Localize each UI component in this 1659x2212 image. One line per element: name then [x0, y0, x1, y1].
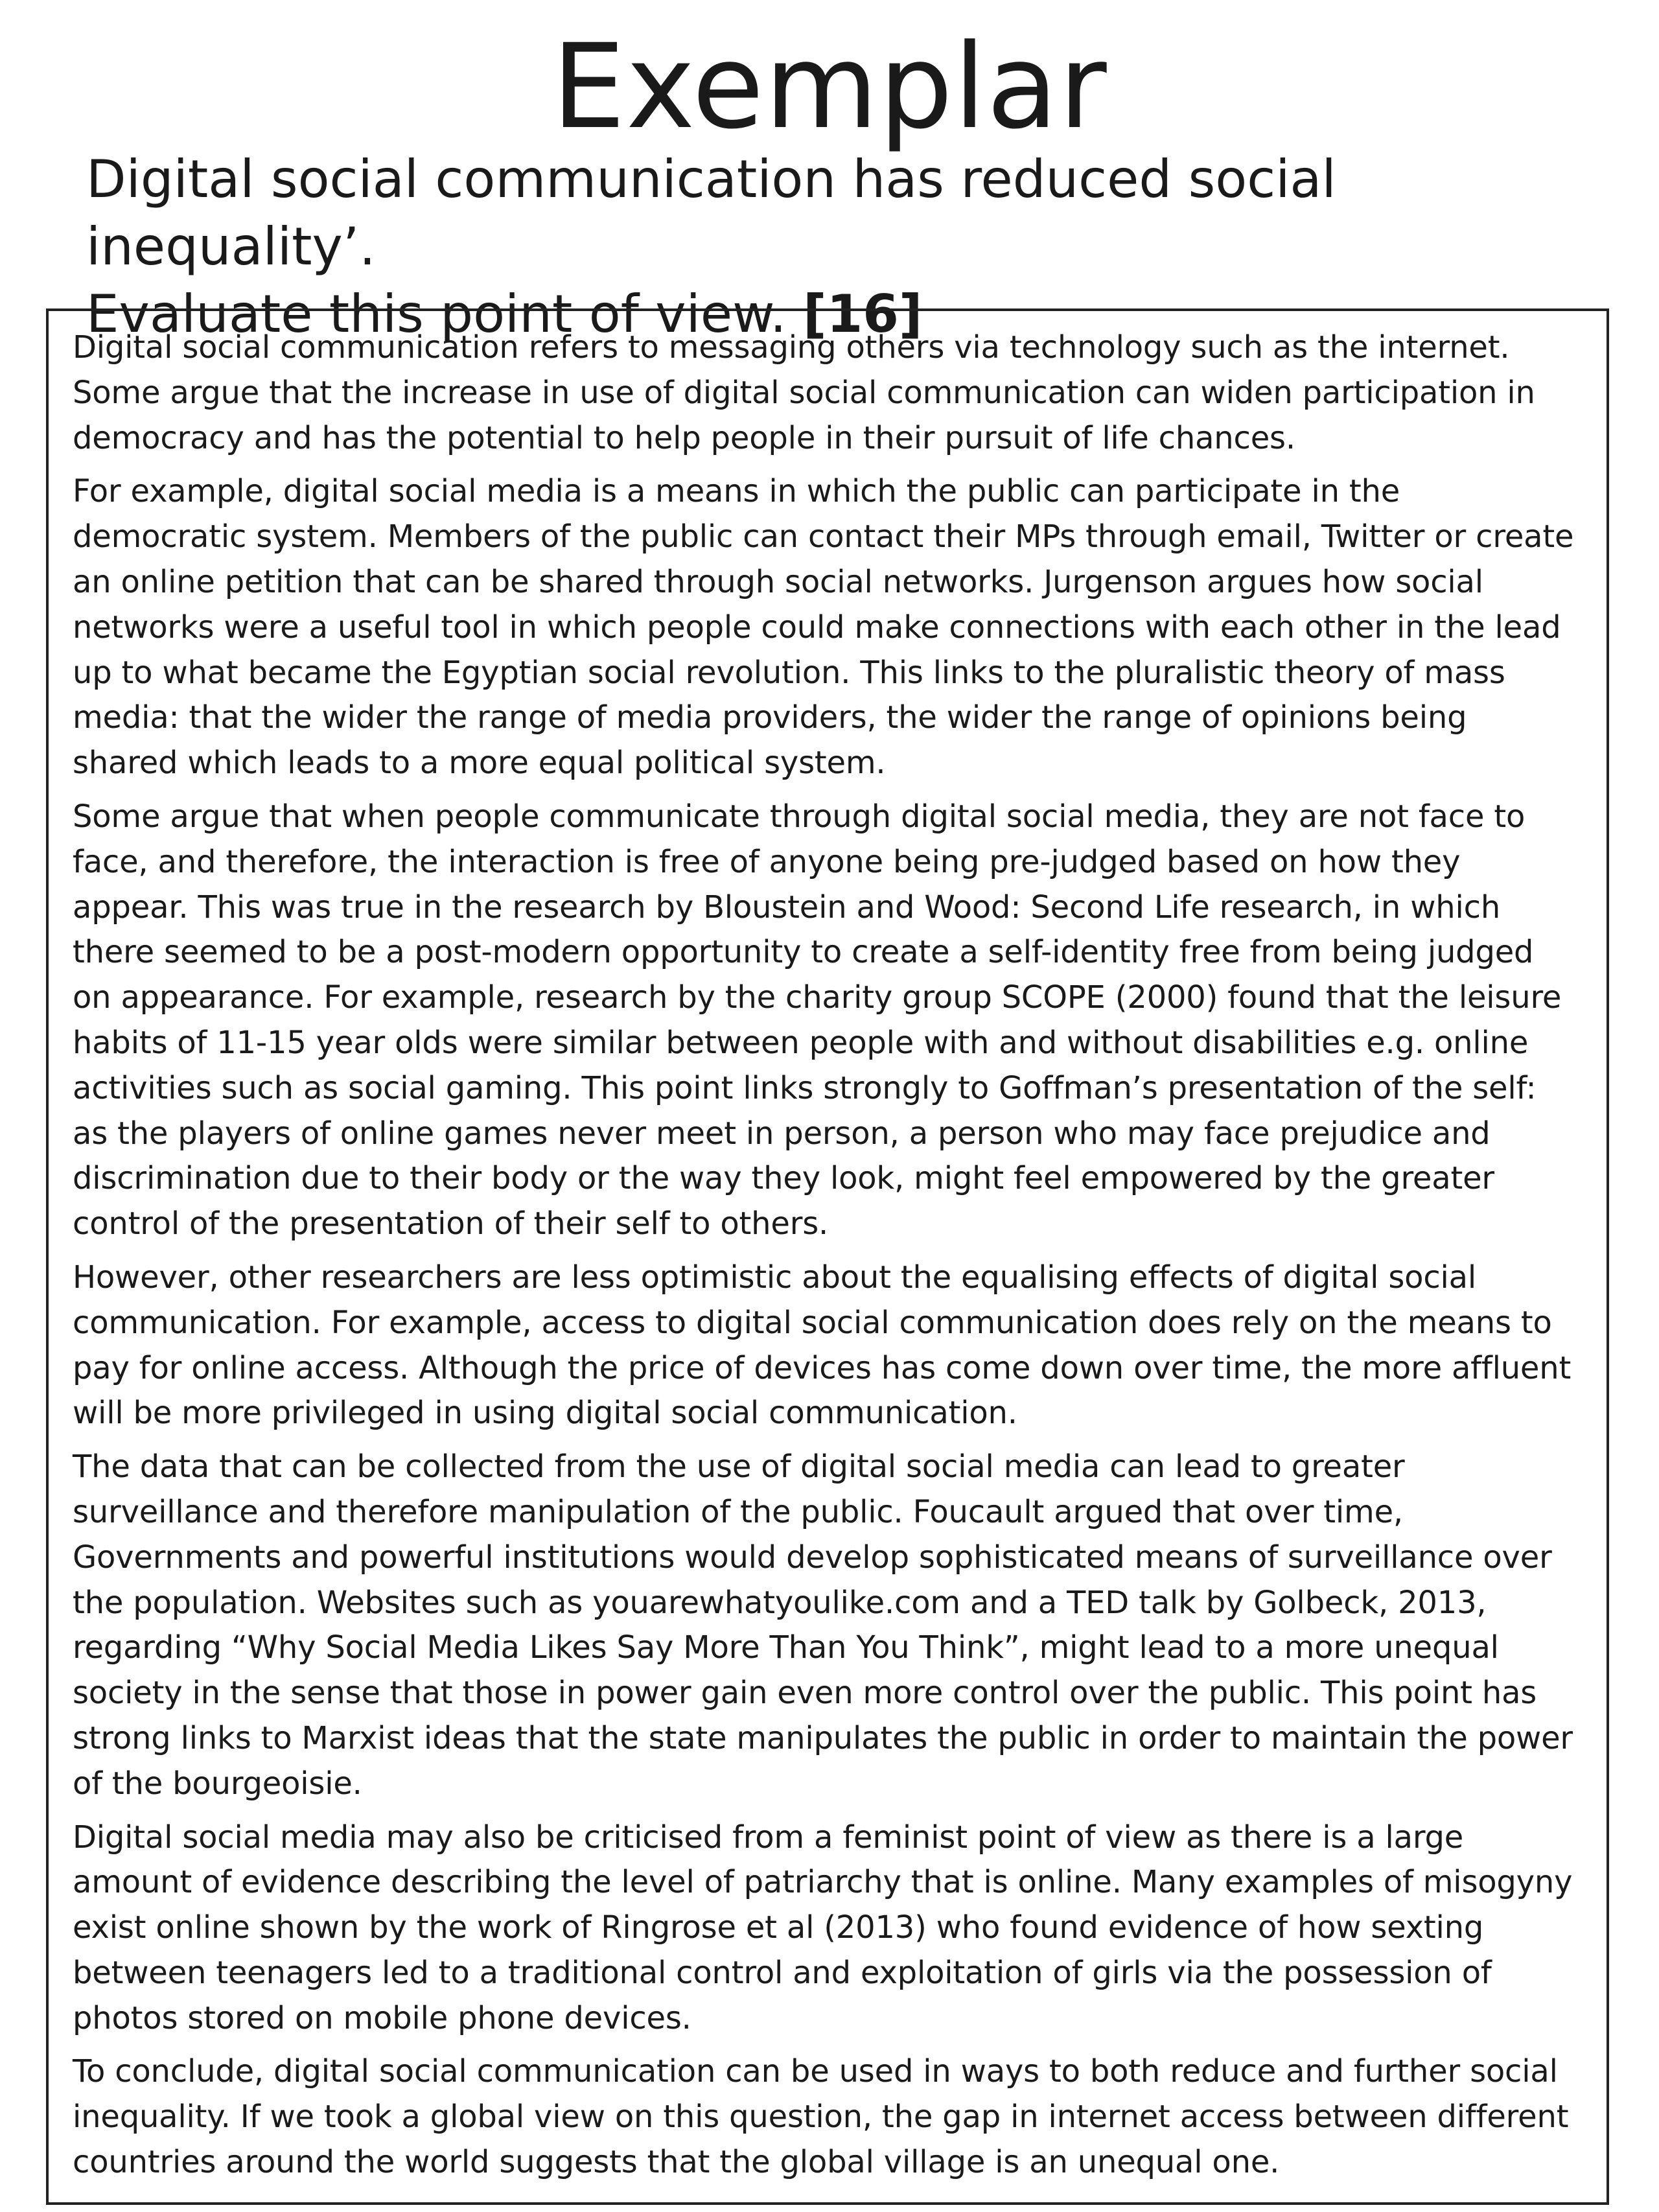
question-prompt: Evaluate this point of view. — [86, 284, 787, 344]
paragraph-introduction: Digital social communication refers to messaging others via technology such as the internet. Some argue that the increase in use of digital social communication can widen participation in democracy and has the potential to help people in their pursuit of life chances. — [73, 329, 1535, 456]
marks-label: [16] — [803, 284, 923, 344]
paragraph-feminist: Digital social media may also be criticised from a feminist point of view as there is a large amount of evidence describing the level of patriarchy that is online. Many examples of misogyny exist online shown by the work of Ringrose et al (2013) who found evidence of how sexting between teenagers led to a traditional control and exploitation of girls via the possession of photos stored on mobile phone devices. — [73, 1819, 1573, 2036]
paragraph-access: However, other researchers are less optimistic about the equalising effects of digital social communication. For example, access to digital social communication does rely on the means to pay for online access. Although the price of devices has come down over time, the more affluent will be more privileged in using digital social communication. — [73, 1259, 1572, 1432]
paragraph-democracy: For example, digital social media is a means in which the public can participate in the democratic system. Members of the public can contact their MPs through email, Twitter or create an online petition that can be shared through social networks. Jurgenson argues how social networks were a useful tool in which people could make connections with each other in the lead up to what became the Egyptian social revolution. This links to the pluralistic theory of mass media: that the wider the range of media providers, the wider the range of opinions being shared which leads to a more equal political system. — [73, 473, 1574, 782]
question-line-1: Digital social communication has reduced social inequality’. — [86, 149, 1336, 277]
page-title: Exemplar — [551, 19, 1108, 155]
paragraph-conclusion: To conclude, digital social communication can be used in ways to both reduce and further social inequality. If we took a global view on this question, the gap in internet access between different countries around the world suggests that the global village is an unequal one. — [73, 2053, 1569, 2181]
answer-box — [46, 309, 1609, 2205]
paragraph-identity: Some argue that when people communicate through digital social media, they are not face to face, and therefore, the interaction is free of anyone being pre-judged based on how they appear. This was true in the research by Bloustein and Wood: Second Life research, in which there seemed to be a post-modern opportunity to create a self-identity free from being judged on appearance. For example, research by the charity group SCOPE (2000) found that the leisure habits of 11-15 year olds were similar between people with and without disabilities e.g. online activities such as social gaming. This point links strongly to Goffman’s presentation of the self: as the players of online games never meet in person, a person who may face prejudice and discrimination due to their body or the way they look, might feel empowered by the greater control of the presentation of their self to others. — [73, 798, 1562, 1242]
paragraph-surveillance: The data that can be collected from the use of digital social media can lead to greater surveillance and therefore manipulation of the public. Foucault argued that over time, Governments and powerful institutions would develop sophisticated means of surveillance over the population. Websites such as youarewhatyoulike.com and a TED talk by Golbeck, 2013, regarding “Why Social Media Likes Say More Than You Think”, might lead to a more unequal society in the sense that those in power gain even more control over the public. This point has strong links to Marxist ideas that the state manipulates the public in order to maintain the power of the bourgeoisie. — [73, 1449, 1573, 1802]
